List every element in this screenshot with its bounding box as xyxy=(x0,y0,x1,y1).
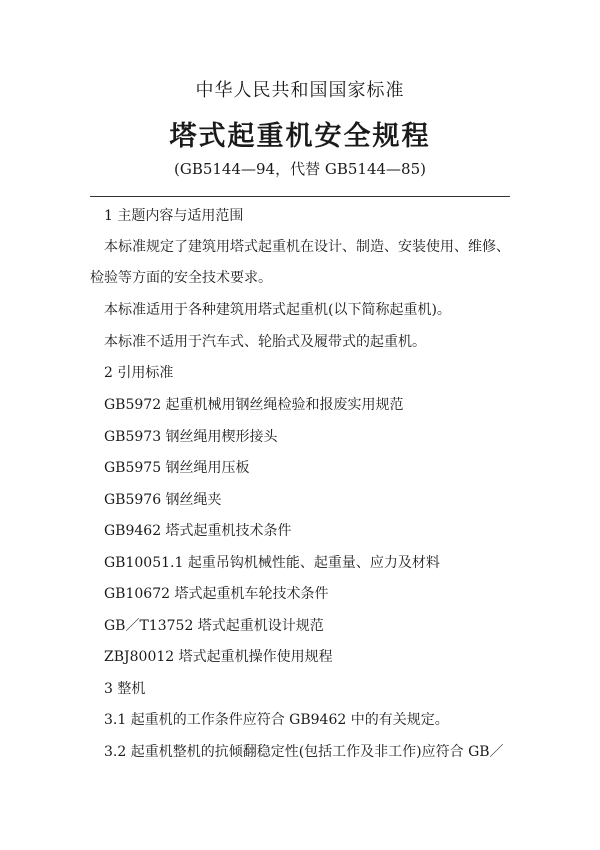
reference-item: GB10672 塔式起重机车轮技术条件 xyxy=(104,586,329,602)
reference-item: GB5973 钢丝绳用楔形接头 xyxy=(104,429,278,445)
body-paragraph-line: 本标准不适用于汽车式、轮胎式及履带式的起重机。 xyxy=(104,334,426,350)
header-divider xyxy=(90,196,510,197)
clause-line: 3.1 起重机的工作条件应符合 GB9462 中的有关规定。 xyxy=(104,712,449,728)
reference-item: GB5975 钢丝绳用压板 xyxy=(104,460,250,476)
section-heading: 3 整机 xyxy=(104,681,146,697)
standard-code: (GB5144—94，代替 GB5144—85) xyxy=(173,160,426,178)
reference-item: GB9462 塔式起重机技术条件 xyxy=(104,523,292,539)
body-paragraph-line: 本标准适用于各种建筑用塔式起重机(以下简称起重机)。 xyxy=(104,302,451,318)
reference-item: GB5972 起重机械用钢丝绳检验和报废实用规范 xyxy=(104,397,404,413)
document-title: 塔式起重机安全规程 xyxy=(169,121,431,152)
issuing-body: 中华人民共和国国家标准 xyxy=(195,80,405,101)
body-paragraph-line: 检验等方面的安全技术要求。 xyxy=(90,270,272,286)
clause-line: 3.2 起重机整机的抗倾翻稳定性(包括工作及非工作)应符合 GB／ xyxy=(104,744,504,760)
body-paragraph-line: 本标准规定了建筑用塔式起重机在设计、制造、安装使用、维修、 xyxy=(104,239,510,255)
reference-item: GB／T13752 塔式起重机设计规范 xyxy=(104,618,324,634)
reference-item: ZBJ80012 塔式起重机操作使用规程 xyxy=(104,649,333,665)
reference-item: GB5976 钢丝绳夹 xyxy=(104,492,222,508)
section-heading: 1 主题内容与适用范围 xyxy=(104,208,244,224)
reference-item: GB10051.1 起重吊钩机械性能、起重量、应力及材料 xyxy=(104,555,440,571)
section-heading: 2 引用标准 xyxy=(104,365,174,381)
